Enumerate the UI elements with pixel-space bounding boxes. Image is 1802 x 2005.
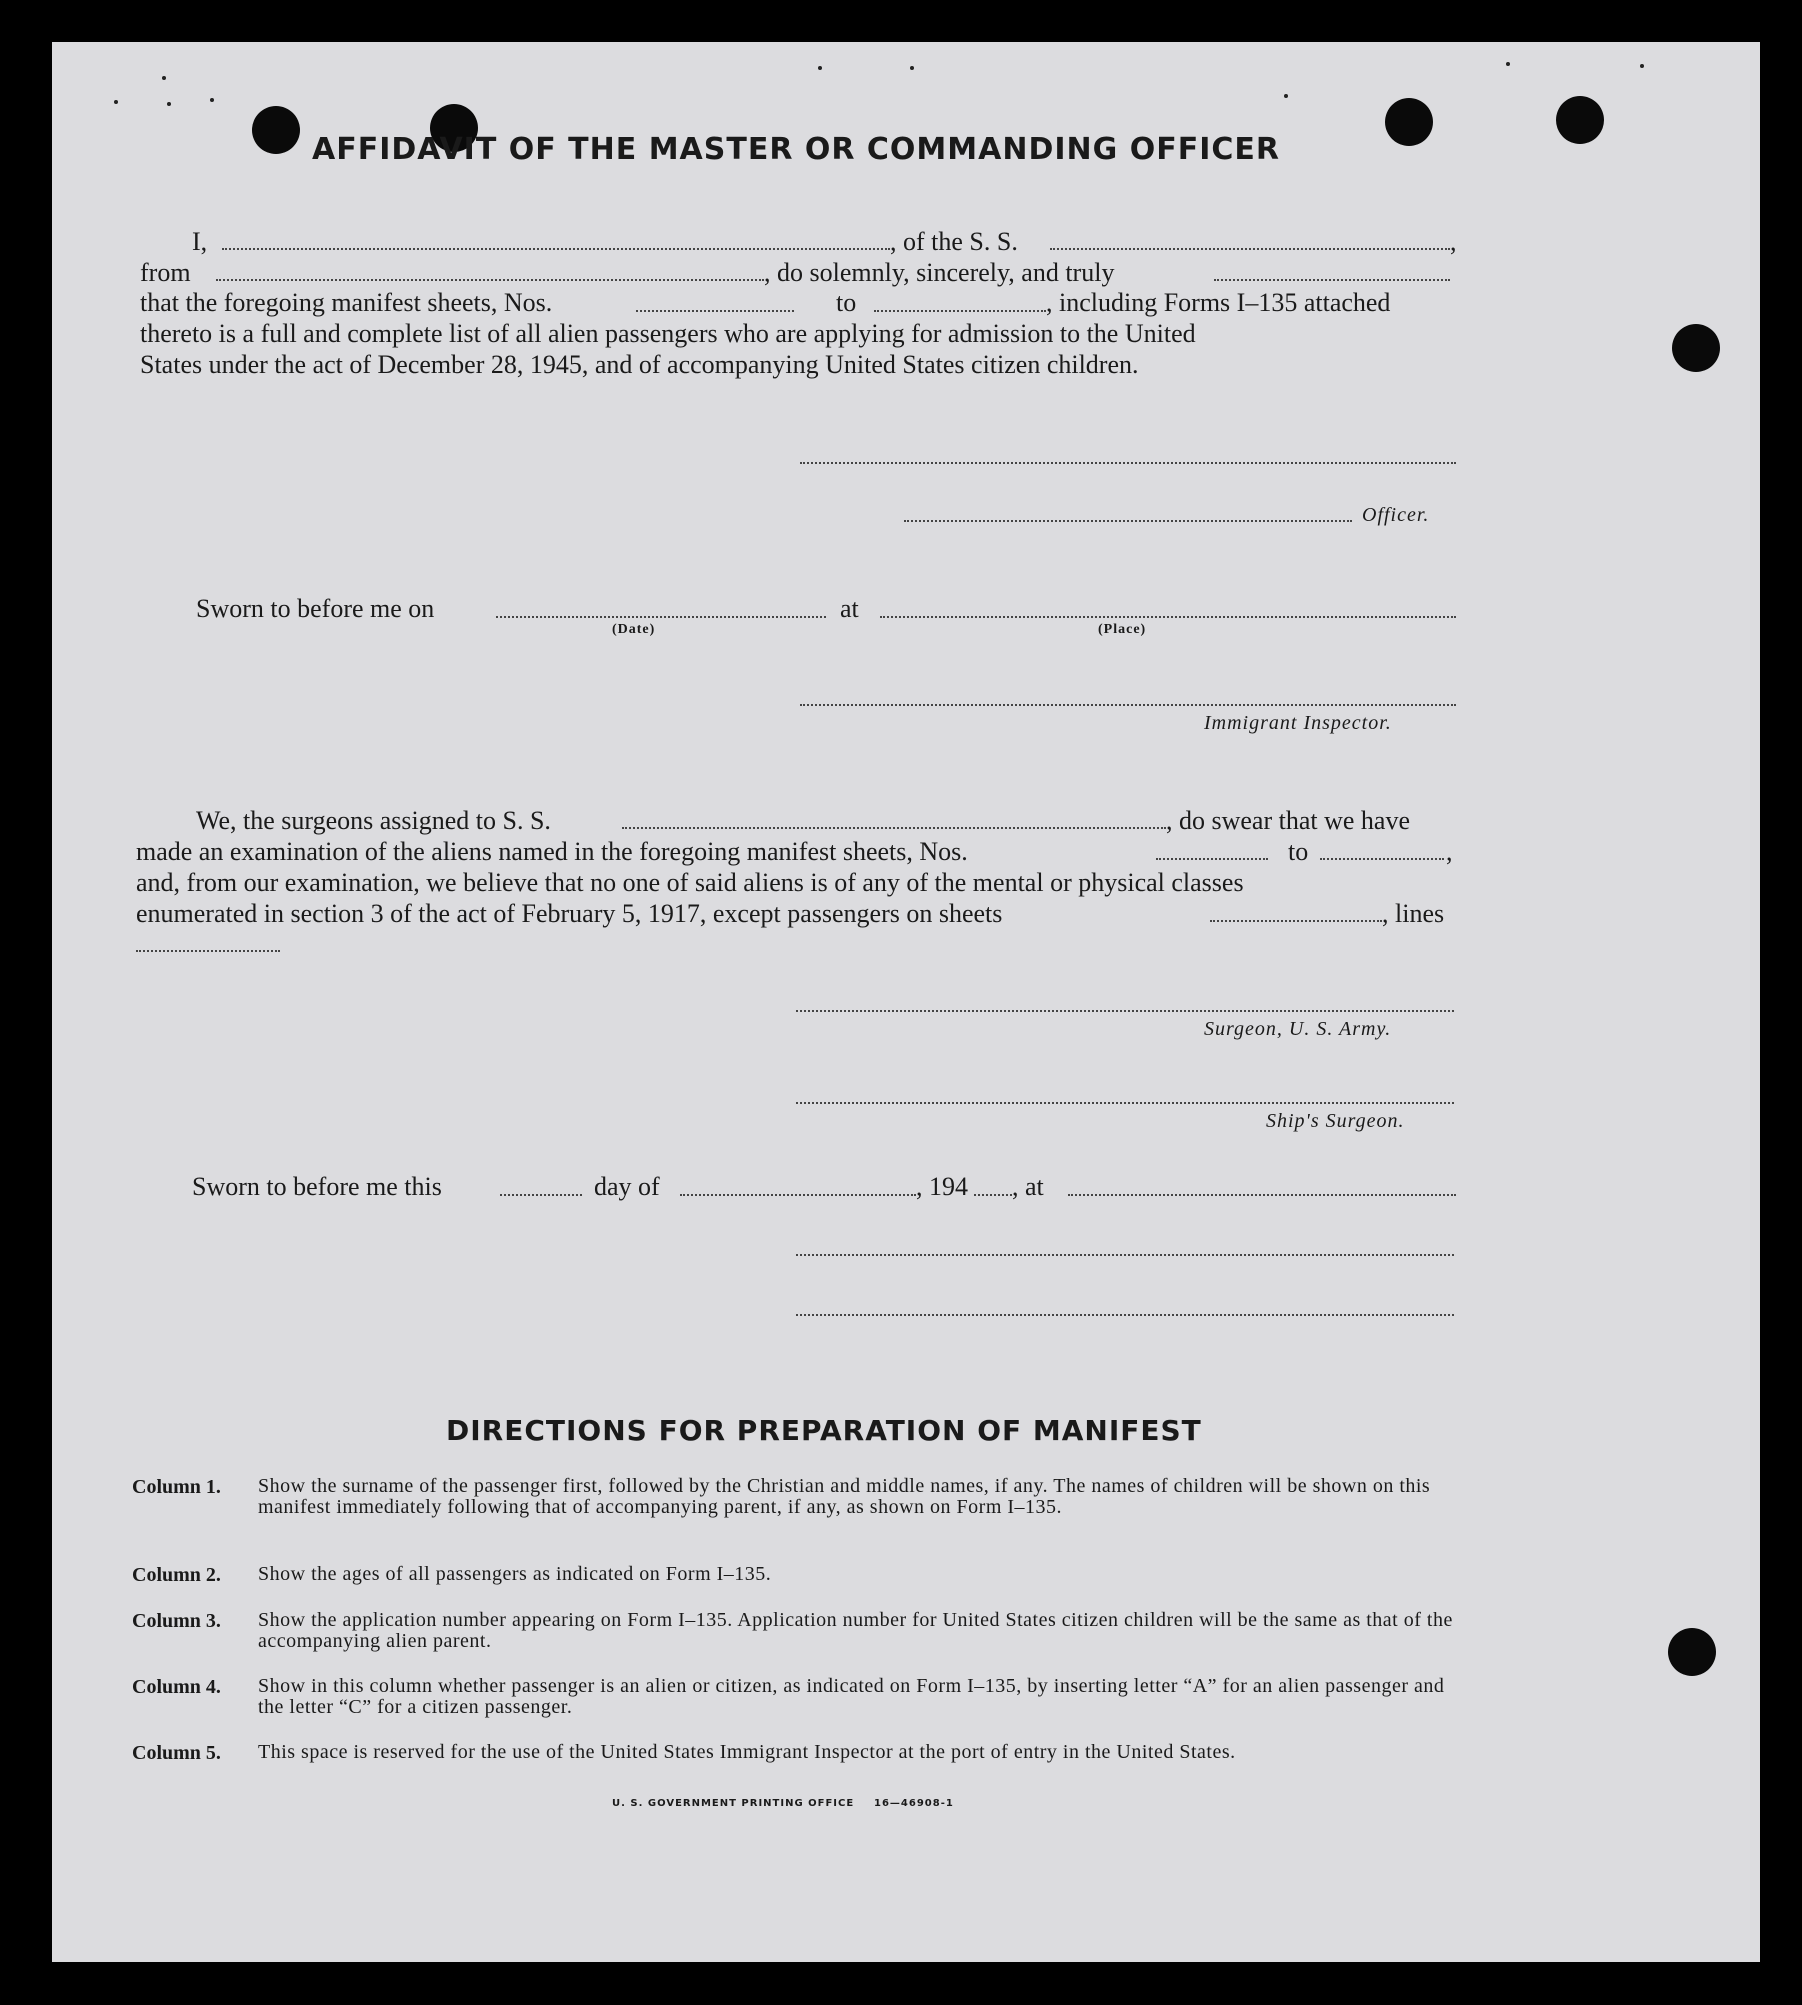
form-code: 16—46908-1 [874, 1798, 954, 1809]
speck [1284, 94, 1288, 98]
blank-exam-sheet-from[interactable] [1156, 858, 1268, 860]
inspector-label: Immigrant Inspector. [1204, 712, 1392, 734]
punch-hole [1668, 1628, 1716, 1676]
speck [162, 76, 166, 80]
surgeons-line4-a: enumerated in section 3 of the act of February 5, 1917, except passengers on sheets [136, 899, 1003, 928]
affidavit-line3-b: to [836, 288, 857, 317]
date-label: (Date) [612, 622, 656, 637]
column-label: Column 2. [132, 1564, 221, 1586]
punch-hole [1556, 96, 1604, 144]
officer-label: Officer. [1362, 504, 1430, 526]
speck [114, 100, 118, 104]
speck [1506, 62, 1510, 66]
at-label: , at [1012, 1172, 1044, 1201]
witness-signature-line[interactable] [796, 1254, 1454, 1256]
blank-sworn-date[interactable] [496, 616, 826, 618]
document-page [52, 42, 1760, 1962]
affidavit-line3-c: , including Forms I–135 attached [1046, 288, 1391, 317]
speck [167, 102, 171, 106]
punch-hole [1672, 324, 1720, 372]
blank-surgeons-ship[interactable] [622, 827, 1166, 829]
surgeons-line2-c: , [1446, 837, 1453, 866]
army-surgeon-signature-line[interactable] [796, 1010, 1454, 1012]
direction-row [132, 1564, 1462, 1594]
column-label: Column 4. [132, 1676, 221, 1698]
blank-except-sheets[interactable] [1210, 920, 1382, 922]
affidavit-title: AFFIDAVIT OF THE MASTER OR COMMANDING OFFICER [312, 132, 1280, 167]
column-label: Column 1. [132, 1476, 221, 1498]
affidavit-line2-a: from [140, 258, 191, 287]
column-description: Show the application number appearing on Form I–135. Application number for United States citizen children will be the same as that of the accompanying alien parent. [258, 1609, 1453, 1652]
direction-row [132, 1742, 1462, 1792]
blank-sheet-to[interactable] [874, 310, 1046, 312]
place-label: (Place) [1098, 622, 1147, 637]
affidavit-line1-c: , [1450, 227, 1457, 256]
affidavit-line2-b: , do solemnly, sincerely, and truly [764, 258, 1115, 287]
blank-sworn-location[interactable] [1068, 1194, 1456, 1196]
blank-except-lines[interactable] [136, 950, 280, 952]
officer-title-line[interactable] [904, 520, 1352, 522]
day-of-label: day of [594, 1172, 660, 1201]
surgeons-line1-a: We, the surgeons assigned to S. S. [196, 806, 551, 835]
affidavit-line1-a: I, [192, 227, 208, 256]
sworn-at-label: at [840, 594, 859, 623]
sworn-on-label: Sworn to before me on [196, 594, 435, 623]
column-description: This space is reserved for the use of the United States Immigrant Inspector at the port of entry in the United States. [258, 1741, 1236, 1763]
sworn-this-label: Sworn to before me this [192, 1172, 442, 1201]
blank-sworn-year[interactable] [974, 1194, 1012, 1196]
blank-sworn-month[interactable] [680, 1194, 916, 1196]
affidavit-line3-a: that the foregoing manifest sheets, Nos. [140, 288, 553, 317]
speck [210, 98, 214, 102]
column-description: Show the ages of all passengers as indicated on Form I–135. [258, 1563, 772, 1585]
directions-title: DIRECTIONS FOR PREPARATION OF MANIFEST [446, 1414, 1202, 1447]
printer-imprint: U. S. GOVERNMENT PRINTING OFFICE [612, 1798, 855, 1809]
witness-title-line[interactable] [796, 1314, 1454, 1316]
speck [818, 66, 822, 70]
officer-signature-line[interactable] [800, 462, 1456, 464]
year-label: , 194 [916, 1172, 968, 1201]
blank-ship-name[interactable] [1050, 248, 1450, 250]
blank-from-port[interactable] [216, 279, 764, 281]
surgeons-line1-b: , do swear that we have [1166, 806, 1411, 835]
speck [910, 66, 914, 70]
blank-master-name[interactable] [222, 248, 890, 250]
surgeons-line2-b: to [1288, 837, 1309, 866]
blank-sworn-place[interactable] [880, 616, 1456, 618]
column-description: Show the surname of the passenger first, followed by the Christian and middle names, if any. The names of children will be shown on this manifest immediately following that of accompanying parent, if any, as shown on Form I–135. [258, 1475, 1431, 1518]
column-label: Column 3. [132, 1610, 221, 1632]
direction-row [132, 1476, 1462, 1546]
blank-exam-sheet-to[interactable] [1320, 858, 1444, 860]
affidavit-line1-b: , of the S. S. [890, 227, 1018, 256]
blank-sworn-day[interactable] [500, 1194, 582, 1196]
column-description: Show in this column whether passenger is an alien or citizen, as indicated on Form I–135, by inserting letter “A” for an alien passenger and the letter “C” for a citizen passenger. [258, 1675, 1445, 1718]
speck [1640, 64, 1644, 68]
ship-surgeon-signature-line[interactable] [796, 1102, 1454, 1104]
ship-surgeon-label: Ship's Surgeon. [1266, 1110, 1405, 1132]
surgeons-line3: and, from our examination, we believe that no one of said aliens is of any of the mental or physical classes [136, 868, 1244, 897]
inspector-signature-line[interactable] [800, 704, 1456, 706]
affidavit-line5: States under the act of December 28, 1945, and of accompanying United States citizen children. [140, 350, 1139, 379]
punch-hole [1385, 98, 1433, 146]
direction-row [132, 1676, 1462, 1726]
surgeons-line4-b: , lines [1382, 899, 1445, 928]
column-label: Column 5. [132, 1742, 221, 1764]
direction-row [132, 1610, 1462, 1660]
affidavit-line4: thereto is a full and complete list of all alien passengers who are applying for admission to the United [140, 319, 1196, 348]
army-surgeon-label: Surgeon, U. S. Army. [1204, 1018, 1392, 1040]
punch-hole [252, 106, 300, 154]
blank-sheet-from[interactable] [636, 310, 794, 312]
surgeons-line2-a: made an examination of the aliens named in the foregoing manifest sheets, Nos. [136, 837, 968, 866]
blank-oath-type[interactable] [1214, 279, 1450, 281]
